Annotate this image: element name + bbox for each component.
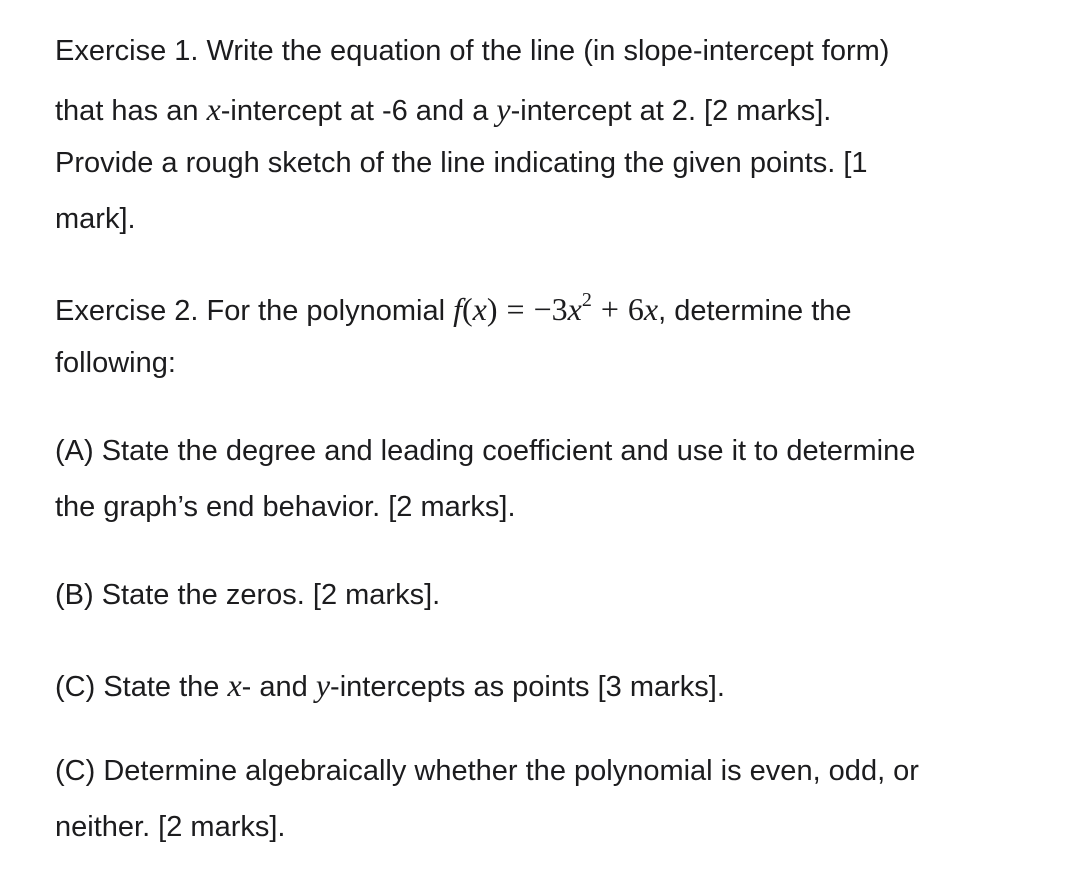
text: - and (241, 671, 316, 703)
text: , determine the (658, 295, 852, 327)
math-var-y: y (496, 91, 511, 127)
text: -intercepts as points [3 marks]. (330, 671, 725, 703)
text: Exercise 2. For the polynomial (55, 295, 454, 327)
text: that has an (55, 95, 207, 127)
math-var-x: x (227, 667, 242, 703)
part-d-line-1: (C) Determine algebraically whether the polynomial is even, odd, or (55, 755, 919, 787)
math-var-y: y (315, 667, 331, 703)
part-a-line-2: the graph’s end behavior. [2 marks]. (55, 491, 516, 523)
exercise-2-intro-line-1 (55, 289, 852, 327)
text: (C) State the (55, 671, 228, 703)
part-a-line-1: (A) State the degree and leading coefficient and use it to determine (55, 435, 916, 467)
part-c (55, 669, 725, 702)
exercise-1-line-2 (55, 93, 831, 126)
exercise-1-line-4: mark]. (55, 203, 136, 235)
exercise-1-line-3: Provide a rough sketch of the line indicating the given points. [1 (55, 147, 868, 179)
text: -intercept at -6 and a (220, 95, 497, 127)
exercise-2-intro-line-2: following: (55, 347, 176, 379)
exercise-1-line-1: Exercise 1. Write the equation of the line (in slope-intercept form) (55, 35, 890, 67)
text: -intercept at 2. [2 marks]. (510, 95, 832, 127)
polynomial-formula: $f(x) = -3x^2 + 6x$ (453, 289, 659, 327)
math-var-x: x (206, 91, 221, 127)
part-b: (B) State the zeros. [2 marks]. (55, 579, 441, 611)
part-d-line-2: neither. [2 marks]. (55, 811, 286, 843)
